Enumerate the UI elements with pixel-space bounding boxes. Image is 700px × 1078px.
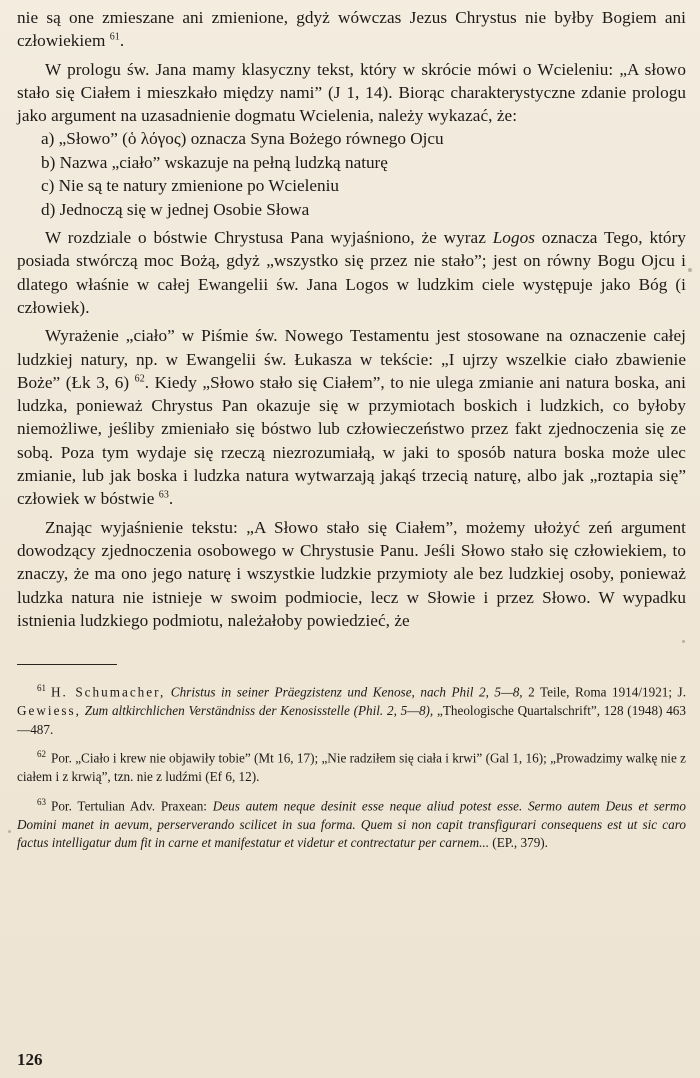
footnote-ref-63[interactable]: 63	[158, 489, 169, 501]
paragraph-5: Znając wyjaśnienie tekstu: „A Słowo stało się Ciałem”, możemy ułożyć zeń argument dowodzący zjednoczenia osobowego w Chrystusie Panu. Jeśli Słowo stało się człowiekiem, to znaczy, że ma ono jego naturę i wszystkie ludzkie przymioty ale bez ludzkiej osoby, ponieważ ludzka natura nie istnieje w swoim podmiocie, lecz w Słowie i przez Słowo. W wypadku istnienia ludzkiego podmiotu, należałoby powiedzieć, że	[17, 517, 686, 630]
paragraph-2: W prologu św. Jana mamy klasyczny tekst, który w skrócie mówi o Wcieleniu: „A słowo stało się Ciałem i mieszkało między nami” (J 1, 14). Biorąc charakterystyczne zdanie prologu jako argument na uzasadnienie dogmatu Wcielenia, należy wykazać, że:	[17, 59, 686, 126]
argument-list	[17, 127, 686, 221]
paper-speck	[682, 640, 685, 643]
paragraph-4: Wyrażenie „ciało” w Piśmie św. Nowego Testamentu jest stosowane na oznaczenie całej ludzkiej natury, np. w Ewangelii św. Łukasza w tekście: „I ujrzy wszelkie ciało zbawienie Boże” (Łk 3, 6) $^{62}$. Kiedy „Słowo stało się Ciałem”, to nie ulega zmianie ani natura boska, ani ludzka, ponieważ Chrystus Pan okazuje się w przymiotach boskich i ludzkich, co byłoby niemożliwe, jeśliby zmieniało się bóstwo lub człowieczeństwo przez fakt zjednoczenia się ze sobą. Poza tym wydaje się rzeczą niezrozumiałą, w jaki to sposób natura boska może ulec zmianie, lub jak boska i ludzka natura wytwarzają jakąś trzecią naturę, albo jak „roztapia się” człowiek w bóstwie $^{63}$.	[17, 326, 687, 509]
footnote-ref-61[interactable]: 61	[109, 31, 120, 43]
paragraph-3: W rozdziale o bóstwie Chrystusa Pana wyjaśniono, że wyraz Logos oznacza Tego, który posiada stwórczą moc Bożą, gdyż „wszystko się przez nie stało”; jest on równy Bogu Ojcu i dlatego właśnie w całej Ewangelii św. Jana Logos w ludzkim ciele występuje jako Bóg (i człowiek).	[17, 228, 686, 317]
footnotes	[17, 679, 686, 853]
paper-speck	[8, 830, 11, 833]
footnote-divider	[17, 664, 117, 665]
paper-speck	[688, 268, 692, 272]
list-item-a: a) „Słowo” (ὁ λόγος) oznacza Syna Bożego równego Ojcu	[41, 129, 444, 149]
footnote-62: $^{62}$ Por. „Ciało i krew nie objawiły tobie” (Mt 16, 17); „Nie radziłem się ciała i krwi” (Gal 1, 16); „Prowadzimy walkę nie z ciałem i z krwią”, tzn. nie z ludźmi (Ef 6, 12).	[17, 749, 686, 785]
footnote-ref-62[interactable]: 62	[134, 373, 145, 385]
paragraph-1: nie są one zmieszane ani zmienione, gdyż wówczas Jezus Chrystus nie byłby Bogiem ani człowiekiem $^{61}$.	[17, 8, 686, 51]
page-number: 126	[17, 1050, 43, 1069]
footnote-61: $^{61}$ H. Schumacher, Christus in seiner Präegzistenz und Kenose, nach Phil 2, 5—8, 2 Teile, Roma 1914/1921; J. Gewiess, Zum altkirchlichen Verständniss der Kenosisstelle (Phil. 2, 5—8), „Theologische Quartalschrift”, 128 (1948) 463—487.	[17, 683, 686, 737]
list-item-b: b) Nazwa „ciało” wskazuje na pełną ludzką naturę	[41, 152, 388, 172]
list-item-d: d) Jednoczą się w jednej Osobie Słowa	[41, 199, 310, 219]
logos-term: Logos	[492, 228, 535, 248]
main-text	[17, 6, 686, 632]
list-item-c: c) Nie są te natury zmienione po Wcieleniu	[41, 176, 339, 196]
footnote-63: $^{63}$ Por. Tertulian Adv. Praxean: Deus autem neque desinit esse neque aliud potest esse. Sermo autem Deus et sermo Domini manet in aevum, perserverando scilicet in sua forma. Quem si non capit transfigurari consequens est ut sic caro factus intelligatur dum fit in carne et manifestatur et videtur et contrectatur per carnem... (EP., 379).	[17, 796, 686, 851]
